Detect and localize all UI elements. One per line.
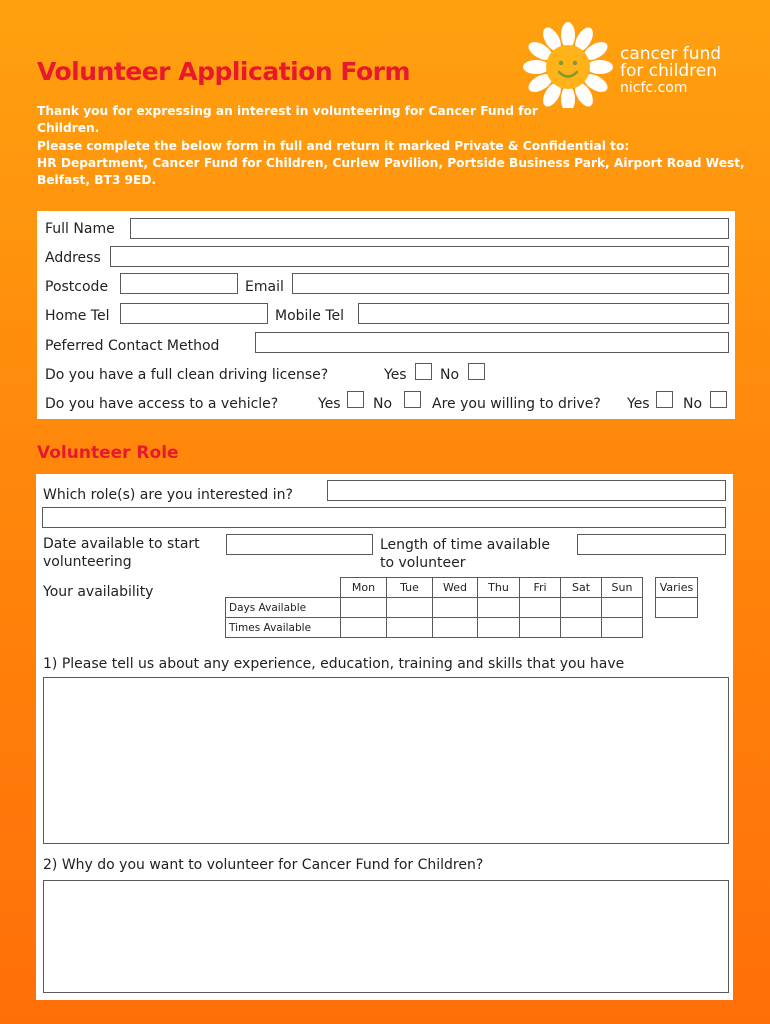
availability-cell[interactable] [520, 598, 561, 618]
full-name-input[interactable] [130, 218, 729, 239]
mobile-tel-label: Mobile Tel [275, 308, 345, 324]
date-start-label [43, 535, 200, 571]
table-row [226, 618, 643, 638]
drive-no-label: No [683, 396, 703, 412]
availability-cell[interactable] [433, 618, 478, 638]
availability-cell[interactable] [387, 598, 433, 618]
logo-text [620, 46, 721, 97]
availability-table [225, 577, 643, 638]
license-no-label: No [440, 367, 460, 383]
availability-cell[interactable] [341, 598, 387, 618]
logo-line: for children [620, 61, 717, 81]
logo-url: nicfc.com [620, 80, 688, 96]
drive-question: Are you willing to drive? [432, 396, 601, 412]
varies-table [655, 577, 698, 618]
day-header: Sat [561, 578, 602, 598]
roles-question: Which role(s) are you interested in? [43, 487, 293, 503]
day-header: Wed [433, 578, 478, 598]
table-row [226, 598, 643, 618]
license-no-checkbox[interactable] [468, 363, 485, 380]
availability-label: Your availability [43, 584, 154, 600]
vehicle-no-label: No [373, 396, 393, 412]
page-title: Volunteer Application Form [37, 57, 410, 86]
date-start-input[interactable] [226, 534, 373, 555]
availability-cell[interactable] [561, 618, 602, 638]
experience-textarea[interactable] [43, 677, 729, 844]
full-name-label: Full Name [45, 221, 115, 237]
vehicle-question: Do you have access to a vehicle? [45, 396, 279, 412]
driving-license-question: Do you have a full clean driving license? [45, 367, 329, 383]
vehicle-yes-checkbox[interactable] [347, 391, 364, 408]
intro-line: Please complete the below form in full and return it marked Private & Confidential to: [37, 138, 630, 153]
length-input[interactable] [577, 534, 726, 555]
intro-line: Belfast, BT3 9ED. [37, 173, 157, 188]
varies-header: Varies [656, 578, 698, 598]
availability-cell[interactable] [387, 618, 433, 638]
date-start-line: volunteering [43, 554, 132, 570]
intro-line: Thank you for expressing an interest in volunteering for Cancer Fund for [37, 104, 538, 118]
row-label: Days Available [226, 598, 341, 618]
address-label: Address [45, 250, 101, 266]
availability-header-row [226, 578, 643, 598]
email-input[interactable] [292, 273, 729, 294]
drive-yes-checkbox[interactable] [656, 391, 673, 408]
mobile-tel-input[interactable] [358, 303, 729, 324]
postcode-label: Postcode [45, 279, 109, 295]
section-title-volunteer-role: Volunteer Role [37, 443, 179, 463]
license-yes-label: Yes [384, 367, 407, 383]
length-line: to volunteer [380, 555, 466, 571]
contact-method-label: Peferred Contact Method [45, 338, 220, 354]
day-header: Thu [478, 578, 520, 598]
availability-cell[interactable] [602, 598, 643, 618]
license-yes-checkbox[interactable] [415, 363, 432, 380]
availability-cell[interactable] [520, 618, 561, 638]
date-start-line: Date available to start [43, 536, 200, 552]
day-header: Fri [520, 578, 561, 598]
vehicle-yes-label: Yes [318, 396, 341, 412]
intro-line: Children. [37, 121, 100, 136]
day-header: Mon [341, 578, 387, 598]
length-line: Length of time available [380, 537, 550, 553]
address-input[interactable] [110, 246, 729, 267]
availability-cell[interactable] [478, 598, 520, 618]
roles-input[interactable] [327, 480, 726, 501]
roles-input-continued[interactable] [42, 507, 726, 528]
question-2: 2) Why do you want to volunteer for Cancer Fund for Children? [43, 857, 484, 873]
motivation-textarea[interactable] [43, 880, 729, 993]
home-tel-input[interactable] [120, 303, 268, 324]
intro-line: HR Department, Cancer Fund for Children, Curlew Pavilion, Portside Business Park, Airport Road West, [37, 155, 745, 170]
varies-cell[interactable] [656, 598, 698, 618]
drive-no-checkbox[interactable] [710, 391, 727, 408]
day-header: Sun [602, 578, 643, 598]
contact-method-input[interactable] [255, 332, 729, 353]
availability-cell[interactable] [478, 618, 520, 638]
vehicle-no-checkbox[interactable] [404, 391, 421, 408]
drive-yes-label: Yes [627, 396, 650, 412]
row-label: Times Available [226, 618, 341, 638]
logo-line: cancer fund [620, 44, 722, 64]
length-label [380, 536, 550, 572]
day-header: Tue [387, 578, 433, 598]
home-tel-label: Home Tel [45, 308, 110, 324]
intro-text [37, 103, 745, 189]
availability-cell[interactable] [341, 618, 387, 638]
postcode-input[interactable] [120, 273, 238, 294]
availability-cell[interactable] [602, 618, 643, 638]
availability-cell[interactable] [433, 598, 478, 618]
question-1: 1) Please tell us about any experience, education, training and skills that you have [43, 656, 625, 672]
email-label: Email [245, 279, 284, 295]
availability-cell[interactable] [561, 598, 602, 618]
